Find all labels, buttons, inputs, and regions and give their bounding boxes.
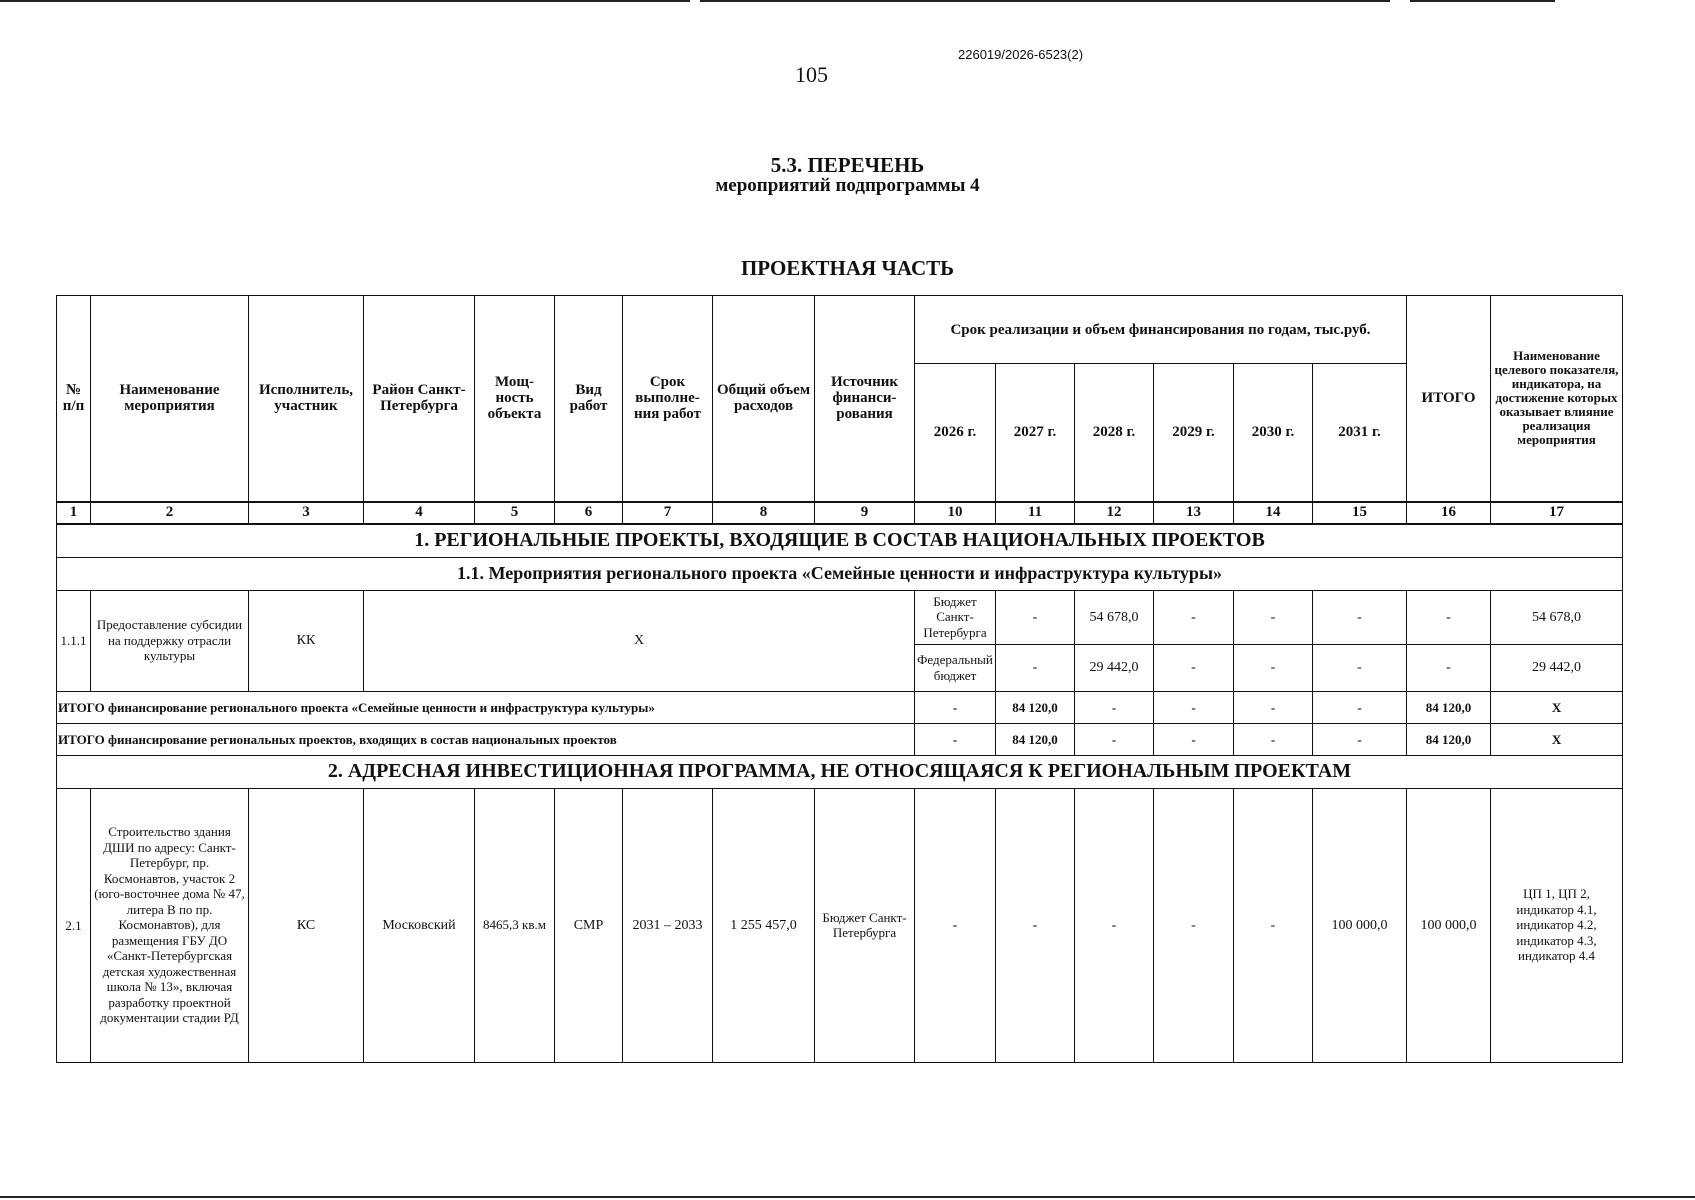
header-capacity: Мощ-ность объекта xyxy=(475,296,555,502)
row-num: 1.1.1 xyxy=(57,590,91,691)
total-indicator: Х xyxy=(1491,691,1623,723)
table-row xyxy=(57,788,1623,1062)
column-number: 4 xyxy=(364,502,475,524)
row-value-2028: - xyxy=(1075,788,1154,1062)
row-value-2031: - xyxy=(1407,644,1491,691)
column-number: 15 xyxy=(1313,502,1407,524)
column-number: 11 xyxy=(996,502,1075,524)
total-value-2031: - xyxy=(1313,723,1407,755)
total-value-2028: - xyxy=(1075,691,1154,723)
row-executor: КК xyxy=(249,590,364,691)
top-border-line xyxy=(1410,0,1555,2)
row-indicator: ЦП 1, ЦП 2, индикатор 4.1, индикатор 4.2, индикатор 4.3, индикатор 4.4 xyxy=(1491,788,1623,1062)
row-itogo: 100 000,0 xyxy=(1407,788,1491,1062)
row-name: Предоставление субсидии на поддержку отрасли культуры xyxy=(91,590,249,691)
row-value-2026: - xyxy=(996,644,1075,691)
page-number: 105 xyxy=(795,62,828,87)
column-number: 6 xyxy=(555,502,623,524)
total-row xyxy=(57,691,1623,723)
total-itogo: 84 120,0 xyxy=(1407,691,1491,723)
part-heading: ПРОЕКТНАЯ ЧАСТЬ xyxy=(740,256,955,280)
column-number: 7 xyxy=(623,502,713,524)
section-row xyxy=(57,755,1623,788)
total-value-2026: - xyxy=(915,691,996,723)
row-source: Федеральный бюджет xyxy=(915,644,996,691)
row-value-2027: 54 678,0 xyxy=(1075,590,1154,644)
column-numbers-row xyxy=(57,502,1623,524)
header-year: 2031 г. xyxy=(1313,364,1407,502)
row-source: Бюджет Санкт-Петербурга xyxy=(815,788,915,1062)
total-value-2027: 84 120,0 xyxy=(996,691,1075,723)
subsection-1-1-title: 1.1. Мероприятия регионального проекта «Семейные ценности и инфраструктура культуры» xyxy=(57,557,1623,590)
column-number: 17 xyxy=(1491,502,1623,524)
header-work-type: Вид работ xyxy=(555,296,623,502)
total-value-2028: - xyxy=(1075,723,1154,755)
row-district: Московский xyxy=(364,788,475,1062)
column-number: 12 xyxy=(1075,502,1154,524)
total-row xyxy=(57,723,1623,755)
page-title: 5.3. ПЕРЕЧЕНЬ xyxy=(770,153,925,177)
top-border-line xyxy=(700,0,1390,2)
row-value-2030: - xyxy=(1313,644,1407,691)
header-year: 2029 г. xyxy=(1154,364,1234,502)
header-year: 2027 г. xyxy=(996,364,1075,502)
document-code: 226019/2026-6523(2) xyxy=(958,47,1084,62)
column-number: 16 xyxy=(1407,502,1491,524)
table-header-row xyxy=(57,296,1623,364)
total-label: ИТОГО финансирование регионального проекта «Семейные ценности и инфраструктура культуры» xyxy=(57,691,915,723)
row-value-2028: - xyxy=(1154,644,1234,691)
header-source: Источник финанси-рования xyxy=(815,296,915,502)
row-value-2027: - xyxy=(996,788,1075,1062)
header-year: 2030 г. xyxy=(1234,364,1313,502)
total-value-2029: - xyxy=(1154,691,1234,723)
row-merged-x: Х xyxy=(364,590,915,691)
bottom-border-line xyxy=(0,1196,1695,1198)
row-total-cost: 1 255 457,0 xyxy=(713,788,815,1062)
row-value-2030: - xyxy=(1234,788,1313,1062)
row-name: Строительство здания ДШИ по адресу: Санкт-Петербург, пр. Космонавтов, участок 2 (юго-восточнее дома № 47, литера В по пр. Космонавтов), для размещения ГБУ ДО «Санкт-Петербургская детская художественная школа № 13», включая разработку проектной документации стадии РД xyxy=(91,788,249,1062)
table-row xyxy=(57,590,1623,644)
row-num: 2.1 xyxy=(57,788,91,1062)
row-value-2026: - xyxy=(996,590,1075,644)
column-number: 9 xyxy=(815,502,915,524)
row-value-2031: - xyxy=(1407,590,1491,644)
header-district: Район Санкт-Петербурга xyxy=(364,296,475,502)
header-indicator: Наименование целевого показателя, индикатора, на достижение которых оказывает влияние реализация мероприятия xyxy=(1491,296,1623,502)
header-executor: Исполнитель, участник xyxy=(249,296,364,502)
column-number: 10 xyxy=(915,502,996,524)
top-border-line xyxy=(0,0,690,2)
total-value-2027: 84 120,0 xyxy=(996,723,1075,755)
header-total-cost: Общий объем расходов xyxy=(713,296,815,502)
header-year: 2028 г. xyxy=(1075,364,1154,502)
row-itogo: 54 678,0 xyxy=(1491,590,1623,644)
row-itogo: 29 442,0 xyxy=(1491,644,1623,691)
row-source: Бюджет Санкт-Петербурга xyxy=(915,590,996,644)
header-itogo: ИТОГО xyxy=(1407,296,1491,502)
column-number: 2 xyxy=(91,502,249,524)
row-value-2028: - xyxy=(1154,590,1234,644)
total-value-2029: - xyxy=(1154,723,1234,755)
measures-table xyxy=(56,295,1623,1063)
row-value-2029: - xyxy=(1234,590,1313,644)
total-value-2030: - xyxy=(1234,691,1313,723)
header-period-group: Срок реализации и объем финансирования по годам, тыс.руб. xyxy=(915,296,1407,364)
row-value-2027: 29 442,0 xyxy=(1075,644,1154,691)
row-term: 2031 – 2033 xyxy=(623,788,713,1062)
column-number: 14 xyxy=(1234,502,1313,524)
header-term: Срок выполне-ния работ xyxy=(623,296,713,502)
total-value-2026: - xyxy=(915,723,996,755)
total-value-2030: - xyxy=(1234,723,1313,755)
column-number: 3 xyxy=(249,502,364,524)
row-executor: КС xyxy=(249,788,364,1062)
row-capacity: 8465,3 кв.м xyxy=(475,788,555,1062)
column-number: 5 xyxy=(475,502,555,524)
section-2-title: 2. АДРЕСНАЯ ИНВЕСТИЦИОННАЯ ПРОГРАММА, НЕ ОТНОСЯЩАЯСЯ К РЕГИОНАЛЬНЫМ ПРОЕКТАМ xyxy=(57,755,1623,788)
header-name: Наименование мероприятия xyxy=(91,296,249,502)
row-value-2029: - xyxy=(1234,644,1313,691)
header-num: № п/п xyxy=(57,296,91,502)
row-value-2030: - xyxy=(1313,590,1407,644)
column-number: 8 xyxy=(713,502,815,524)
row-value-2031: 100 000,0 xyxy=(1313,788,1407,1062)
total-itogo: 84 120,0 xyxy=(1407,723,1491,755)
section-row xyxy=(57,524,1623,558)
row-work-type: СМР xyxy=(555,788,623,1062)
total-value-2031: - xyxy=(1313,691,1407,723)
page-subtitle: мероприятий подпрограммы 4 xyxy=(715,175,980,196)
subsection-row xyxy=(57,557,1623,590)
total-label: ИТОГО финансирование региональных проектов, входящих в состав национальных проектов xyxy=(57,723,915,755)
row-value-2026: - xyxy=(915,788,996,1062)
row-value-2029: - xyxy=(1154,788,1234,1062)
column-number: 1 xyxy=(57,502,91,524)
section-1-title: 1. РЕГИОНАЛЬНЫЕ ПРОЕКТЫ, ВХОДЯЩИЕ В СОСТАВ НАЦИОНАЛЬНЫХ ПРОЕКТОВ xyxy=(57,524,1623,558)
total-indicator: Х xyxy=(1491,723,1623,755)
column-number: 13 xyxy=(1154,502,1234,524)
header-year: 2026 г. xyxy=(915,364,996,502)
